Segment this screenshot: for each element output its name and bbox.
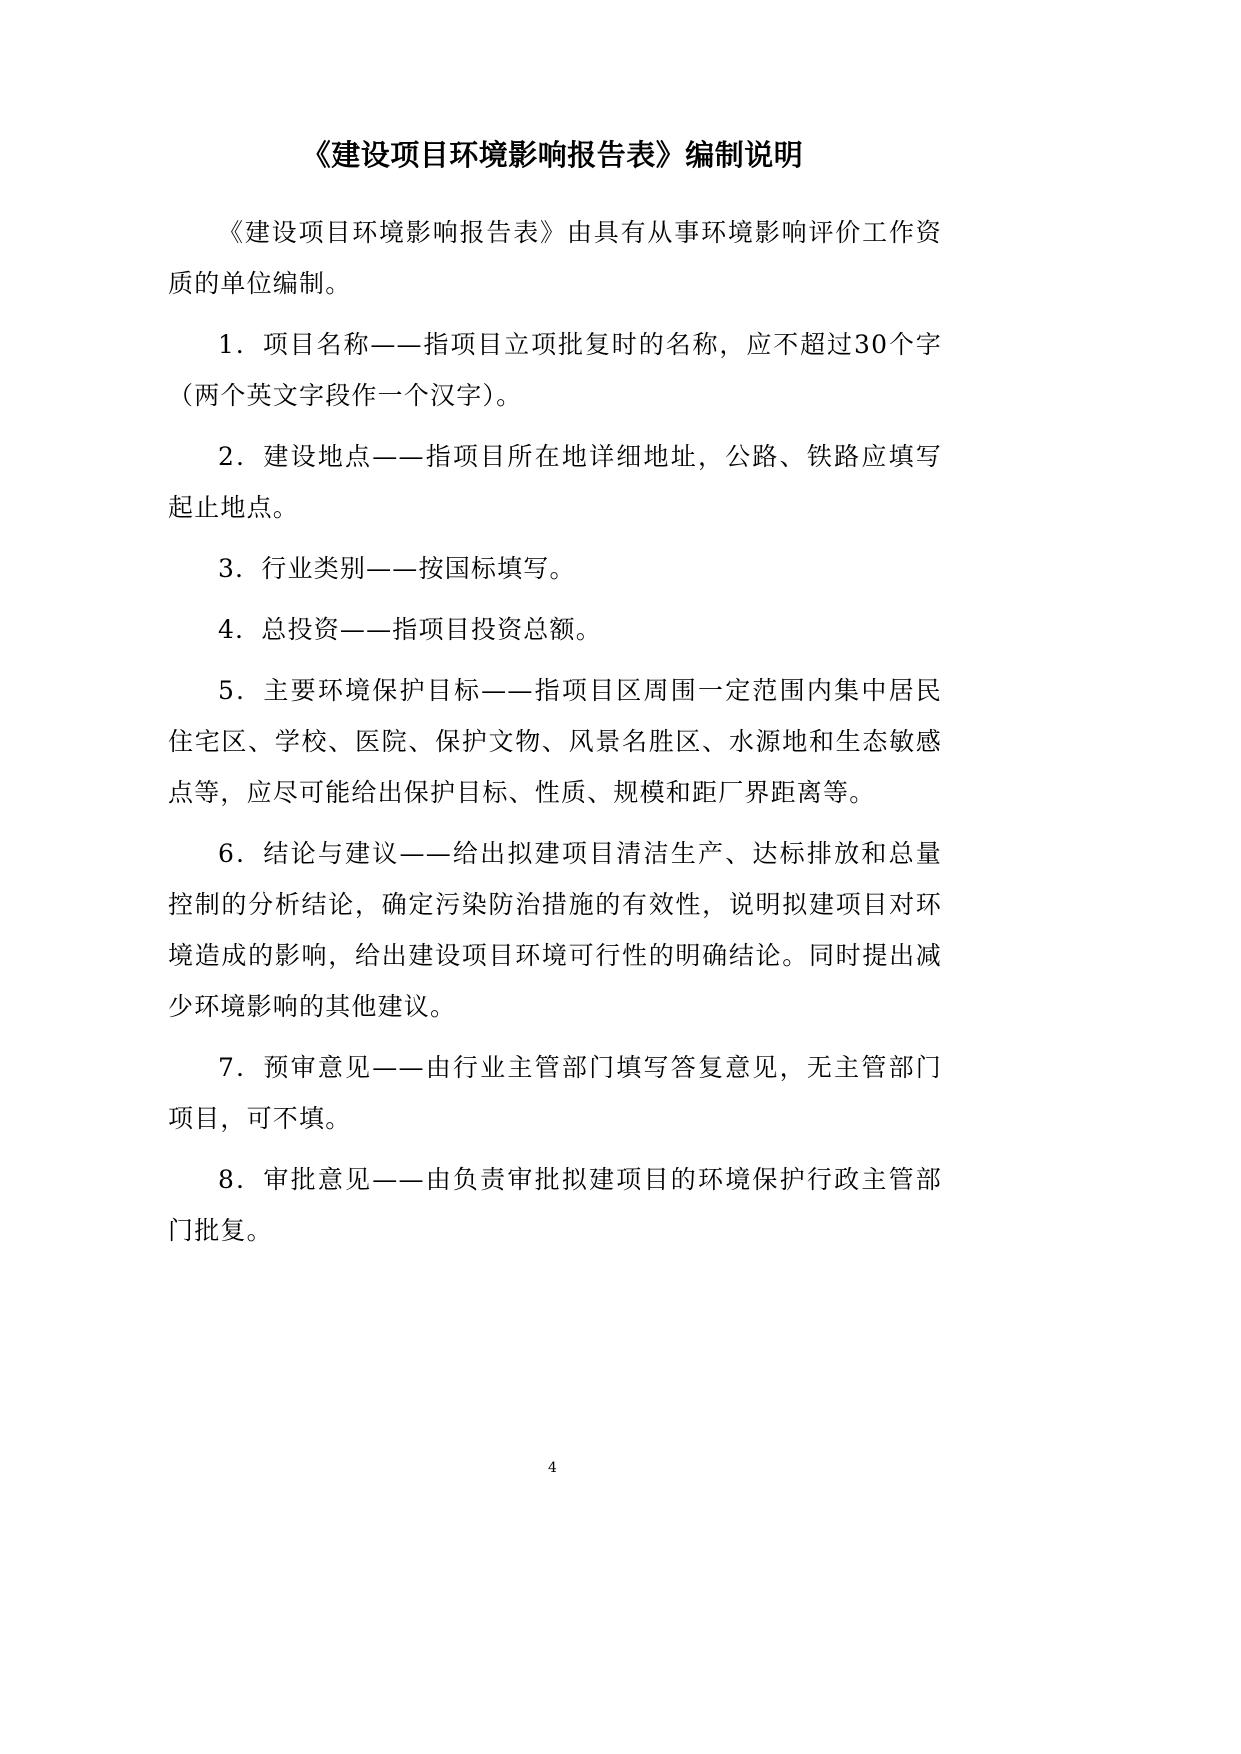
item-project-name: 1．项目名称——指项目立项批复时的名称，应不超过30个字（两个英文字段作一个汉字）。 (168, 330, 942, 410)
item-pre-review: 7．预审意见——由行业主管部门填写答复意见，无主管部门项目，可不填。 (168, 1053, 942, 1133)
page-number: 4 (548, 1460, 557, 1476)
item-conclusions: 6．结论与建议——给出拟建项目清洁生产、达标排放和总量控制的分析结论，确定污染防治措施的有效性，说明拟建项目对环境造成的影响，给出建设项目环境可行性的明确结论。同时提出减少环境影响的其他建议。 (168, 839, 942, 1021)
item-protection-targets: 5．主要环境保护目标——指项目区周围一定范围内集中居民住宅区、学校、医院、保护文物、风景名胜区、水源地和生态敏感点等，应尽可能给出保护目标、性质、规模和距厂界距离等。 (168, 676, 942, 807)
intro-paragraph: 《建设项目环境影响报告表》由具有从事环境影响评价工作资质的单位编制。 (168, 218, 942, 298)
item-industry-category: 3．行业类别——按国标填写。 (218, 554, 576, 583)
document-title: 《建设项目环境影响报告表》编制说明 (301, 138, 804, 172)
document-body (168, 207, 942, 1266)
item-approval: 8．审批意见——由负责审批拟建项目的环境保护行政主管部门批复。 (168, 1165, 942, 1245)
item-total-investment: 4．总投资——指项目投资总额。 (218, 615, 602, 644)
item-construction-site: 2．建设地点——指项目所在地详细地址，公路、铁路应填写起止地点。 (168, 442, 942, 522)
